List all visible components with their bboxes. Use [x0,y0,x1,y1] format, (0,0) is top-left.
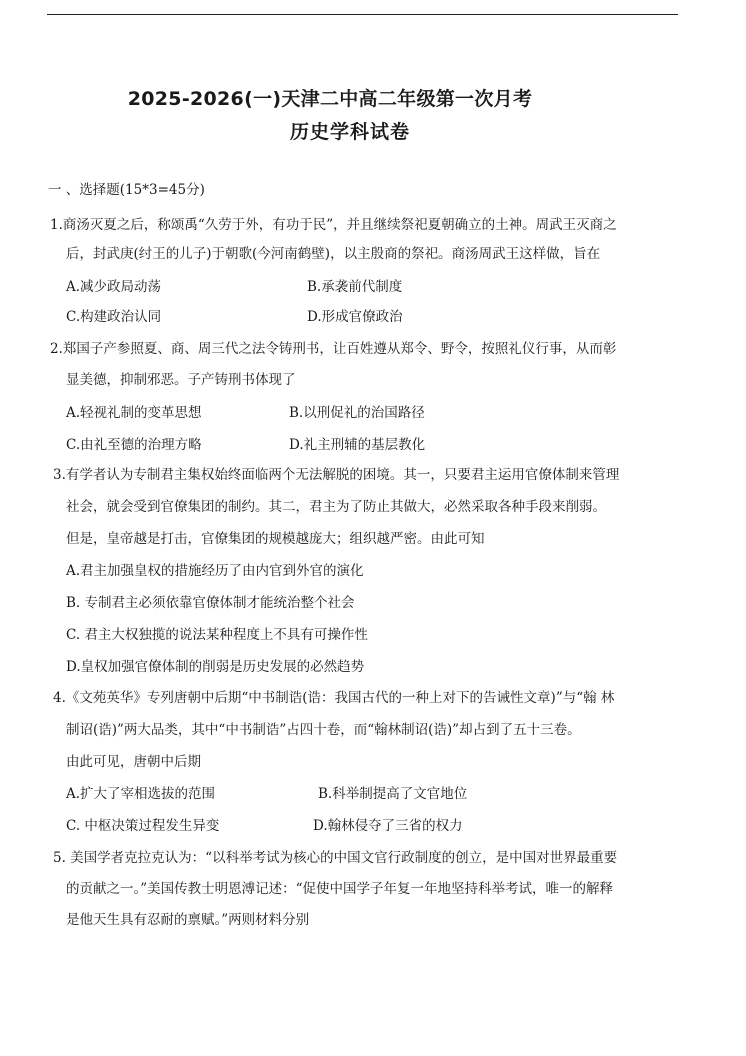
q3-line-1: 3.有学者认为专制君主集权始终面临两个无法解脱的困境。其一，只要君主运用官僚体制来管理 [53,467,620,483]
q3-line-3: 但是，皇帝越是打击，官僚集团的规模越庞大；组织越严密。由此可知 [66,531,485,547]
q2-option-b: B.以刑促礼的治国路径 [289,405,425,421]
q4-option-c: C. 中枢决策过程发生异变 [66,818,220,834]
q4-option-a: A.扩大了宰相选拔的范围 [66,786,216,802]
q4-option-b: B.科举制提高了文官地位 [318,786,468,802]
exam-title: 2025-2026(一)天津二中高二年级第一次月考 [127,88,533,110]
q2-line-1: 2.郑国子产参照夏、商、周三代之法令铸刑书，让百姓遵从郑令、野令，按照礼仪行事，从而彰 [50,341,617,357]
top-rule [47,14,678,15]
q3-option-b: B. 专制君主必须依靠官僚体制才能统治整个社会 [66,595,355,611]
q1-option-b: B.承袭前代制度 [307,279,403,295]
q3-option-a: A.君主加强皇权的措施经历了由内官到外官的演化 [66,563,364,579]
q5-line-1: 5. 美国学者克拉克认为：“以科举考试为核心的中国文官行政制度的创立，是中国对世界最重要 [53,850,618,866]
q3-line-2: 社会，就会受到官僚集团的制约。其二，君主为了防止其做大，必然采取各种手段来削弱。 [66,499,606,515]
q2-option-c: C.由礼至德的治理方略 [66,437,202,453]
q5-line-2: 的贡献之一。”美国传教士明恩溥记述：“促使中国学子年复一年地坚持科举考试，唯一的解释 [66,881,614,897]
q1-option-d: D.形成官僚政治 [307,309,403,325]
q3-option-c: C. 君主大权独揽的说法某种程度上不具有可操作性 [66,627,368,643]
q4-line-2: 制诏(诰)”两大品类，其中“中书制诰”占四十卷，而“翰林制诏(诰)”却占到了五十三卷。 [66,722,581,738]
q1-line-1: 1.商汤灭夏之后，称颂禹“久劳于外，有功于民”，并且继续祭祀夏朝确立的土神。周武王灭商之 [50,217,617,233]
q2-line-2: 显美德，抑制邪恶。子产铸刑书体现了 [66,372,296,388]
q4-option-d: D.翰林侵夺了三省的权力 [313,818,463,834]
q3-option-d: D.皇权加强官僚体制的削弱是历史发展的必然趋势 [66,659,365,675]
q1-option-a: A.减少政局动荡 [66,279,162,295]
q4-line-3: 由此可见，唐朝中后期 [66,754,201,770]
q4-line-1: 4.《文苑英华》专列唐朝中后期“中书制诰(诰：我国古代的一种上对下的告诫性文章)”与“翰 林 [53,690,615,706]
q2-option-d: D.礼主刑辅的基层教化 [289,437,426,453]
section-heading: 一 、选择题(15*3=45分) [48,182,205,198]
exam-subtitle: 历史学科试卷 [289,121,410,143]
q1-option-c: C.构建政治认同 [66,309,162,325]
q5-line-3: 是他天生具有忍耐的禀赋。”两则材料分别 [66,912,310,928]
q1-line-2: 后，封武庚(纣王的儿子)于朝歌(今河南鹤壁)，以主殷商的祭祀。商汤周武王这样做，旨在 [66,246,601,262]
q2-option-a: A.轻视礼制的变革思想 [66,405,202,421]
